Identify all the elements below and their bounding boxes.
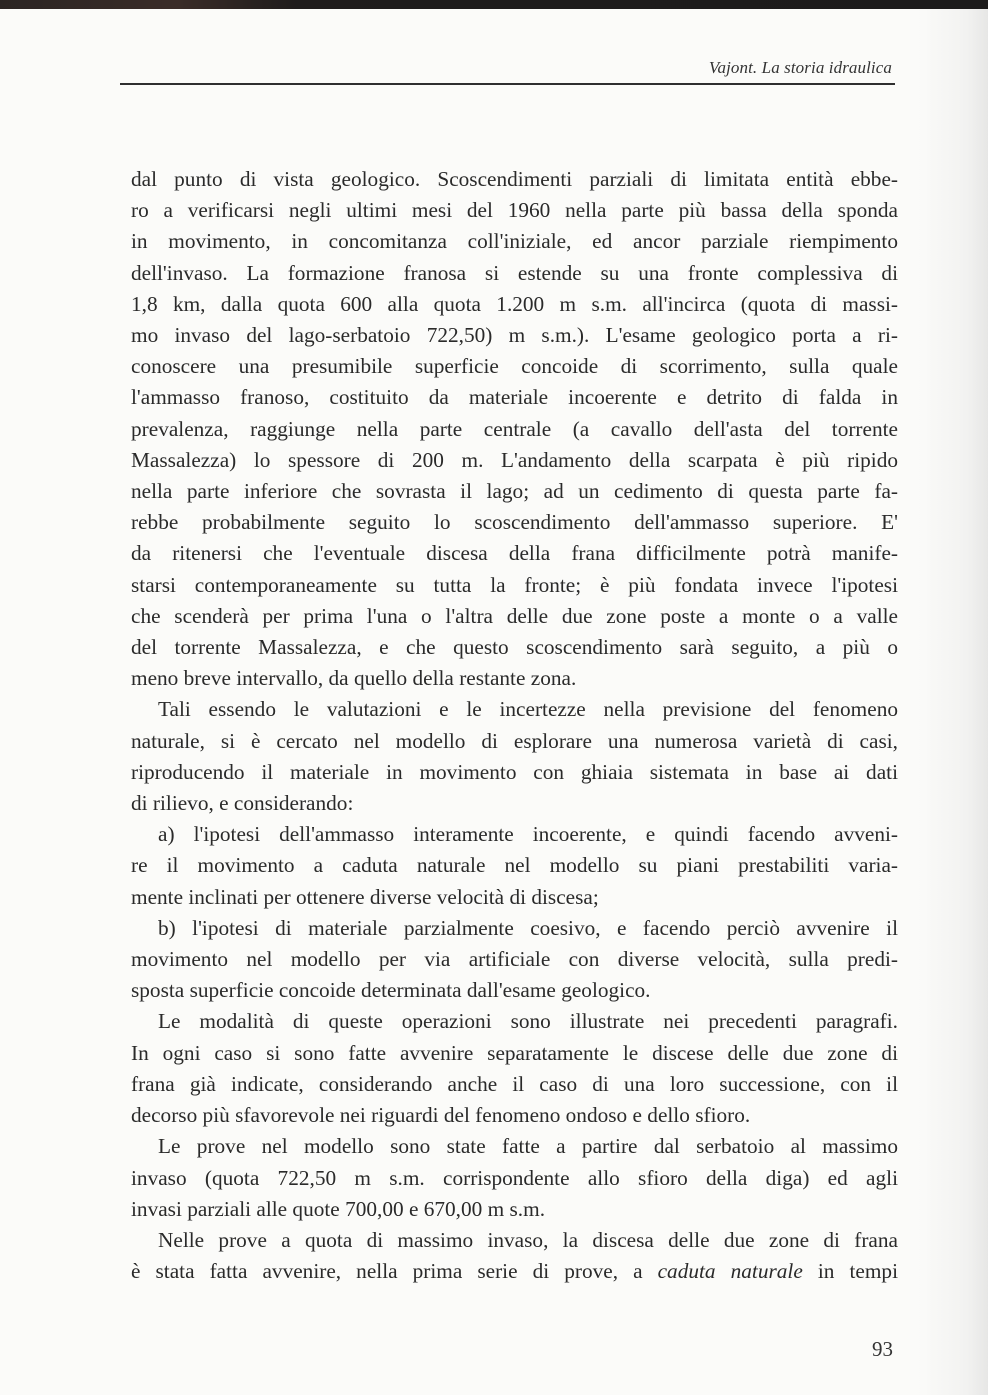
list-item-a	[131, 819, 898, 913]
text-line: mente inclinati per ottenere diverse velocità di discesa;	[131, 884, 599, 909]
page-number: 93	[872, 1337, 893, 1361]
text-line: da ritenersi che l'eventuale discesa della frana difficilmente potrà manife-	[131, 541, 898, 566]
text-line: di rilievo, e considerando:	[131, 791, 354, 816]
text-line: dell'invaso. La formazione franosa si estende su una fronte complessiva di	[131, 260, 898, 285]
text-line: starsi contemporaneamente su tutta la fronte; è più fondata invece l'ipotesi	[131, 572, 898, 597]
text-line: Le prove nel modello sono state fatte a partire dal serbatoio al massimo	[158, 1134, 898, 1159]
text-line: In ogni caso si sono fatte avvenire separatamente le discese delle due zone di	[131, 1040, 898, 1065]
text-line: Le modalità di queste operazioni sono illustrate nei precedenti paragrafi.	[158, 1009, 898, 1034]
text-line: mo invaso del lago-serbatoio 722,50) m s.m.). L'esame geologico porta a ri-	[131, 323, 898, 348]
paragraph	[131, 1225, 898, 1287]
body-text	[131, 164, 898, 1287]
paragraph	[131, 1131, 898, 1225]
list-item-b	[131, 913, 898, 1007]
text-line: riproducendo il materiale in movimento con ghiaia sistemata in base ai dati	[131, 759, 898, 784]
text-line: re il movimento a caduta naturale nel modello su piani prestabiliti varia-	[131, 853, 898, 878]
text-line: nella parte inferiore che sovrasta il lago; ad un cedimento di questa parte fa-	[131, 479, 898, 504]
text-line: invaso (quota 722,50 m s.m. corrispondente allo sfioro della diga) ed agli	[131, 1165, 898, 1190]
text-line: rebbe probabilmente seguito lo scoscendimento dell'ammasso superiore. E'	[131, 510, 898, 535]
text-line: che scenderà per prima l'una o l'altra delle due zone poste a monte o a valle	[131, 603, 898, 628]
text-line: decorso più sfavorevole nei riguardi del fenomeno ondoso e dello sfioro.	[131, 1103, 751, 1128]
text-line: Nelle prove a quota di massimo invaso, la discesa delle due zone di frana	[158, 1227, 898, 1252]
text-line: del torrente Massalezza, e che questo scoscendimento sarà seguito, a più o	[131, 635, 898, 660]
text-line: l'ammasso franoso, costituito da materiale incoerente e detrito di falda in	[131, 385, 898, 410]
paragraph	[131, 694, 898, 819]
text-line: invasi parziali alle quote 700,00 e 670,00 m s.m.	[131, 1196, 546, 1221]
text-run: in tempi	[802, 1259, 898, 1284]
paragraph	[131, 164, 898, 694]
header-rule	[120, 83, 895, 85]
text-line: 1,8 km, dalla quota 600 alla quota 1.200 m s.m. all'incirca (quota di massi-	[131, 291, 898, 316]
text-line: movimento nel modello per via artificiale con diverse velocità, sulla predi-	[131, 947, 898, 972]
page-gutter-shadow	[918, 9, 988, 1395]
text-line: in movimento, in concomitanza coll'iniziale, ed ancor parziale riempimento	[131, 229, 898, 254]
text-run: è stata fatta avvenire, nella prima serie di prove, a	[131, 1259, 658, 1284]
text-line: b) l'ipotesi di materiale parzialmente coesivo, e facendo perciò avvenire il	[158, 915, 898, 940]
text-line: dal punto di vista geologico. Scoscendimenti parziali di limitata entità ebbe-	[131, 167, 898, 191]
text-line-with-italic	[131, 1256, 898, 1287]
text-line: Tali essendo le valutazioni e le incertezze nella previsione del fenomeno	[158, 697, 898, 722]
text-line: conoscere una presumibile superficie concoide di scorrimento, sulla quale	[131, 354, 898, 379]
text-line: naturale, si è cercato nel modello di esplorare una numerosa varietà di casi,	[131, 728, 898, 753]
text-line: frana già indicate, considerando anche il caso di una loro successione, con il	[131, 1071, 898, 1096]
text-line: sposta superficie concoide determinata dall'esame geologico.	[131, 978, 651, 1003]
text-line: ro a verificarsi negli ultimi mesi del 1960 nella parte più bassa della sponda	[131, 198, 898, 223]
text-line: prevalenza, raggiunge nella parte centrale (a cavallo dell'asta del torrente	[131, 416, 898, 441]
text-line: meno breve intervallo, da quello della restante zona.	[131, 666, 577, 691]
scan-top-edge	[0, 0, 988, 9]
italic-term: caduta naturale	[657, 1259, 803, 1284]
running-header: Vajont. La storia idraulica	[708, 58, 892, 77]
paragraph	[131, 1006, 898, 1131]
text-line: Massalezza) lo spessore di 200 m. L'andamento della scarpata è più ripido	[131, 447, 898, 472]
text-line: a) l'ipotesi dell'ammasso interamente incoerente, e quindi facendo avveni-	[158, 822, 898, 847]
